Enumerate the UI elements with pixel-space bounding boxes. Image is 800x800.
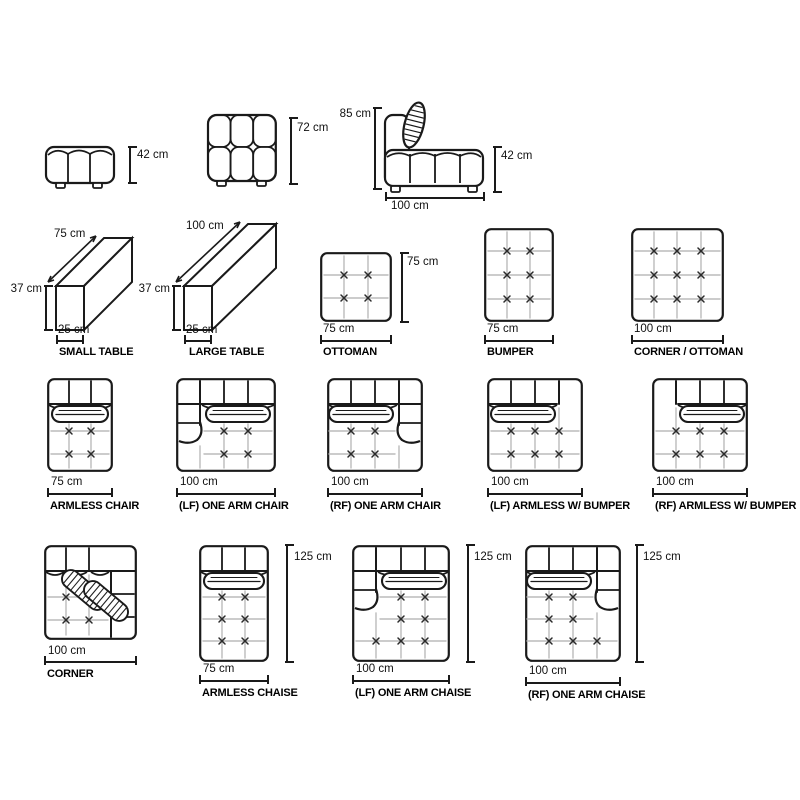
dimension-line [129, 147, 131, 183]
chair-front-height-label: 72 cm [297, 122, 329, 134]
dimension-line [401, 253, 403, 322]
small-table-name: SMALL TABLE [59, 346, 134, 358]
armless-chaise-width-label: 75 cm [203, 663, 235, 675]
rf-one-arm-chair-name: (RF) ONE ARM CHAIR [330, 500, 441, 512]
bumper-name: BUMPER [487, 346, 534, 358]
rf-one-arm-chair-width-label: 100 cm [331, 476, 369, 488]
dimension-line [484, 340, 554, 342]
dimension-line [56, 340, 84, 342]
corner-ottoman-top-view-drawing [631, 228, 724, 322]
armless-chair-top-view-drawing [47, 378, 113, 472]
dimension-line [47, 493, 113, 495]
lf-armless-bumper-name: (LF) ARMLESS W/ BUMPER [490, 500, 631, 512]
rf-one-arm-chaise-name: (RF) ONE ARM CHAISE [528, 689, 646, 701]
lf-armless-bumper-width-label: 100 cm [491, 476, 529, 488]
small-table-width-label: 25 cm [58, 324, 90, 336]
lf-one-arm-chaise-length-label: 125 cm [474, 551, 512, 563]
dimension-line [320, 340, 392, 342]
corner-ottoman-name: CORNER / OTTOMAN [634, 346, 744, 358]
large-table-length-label: 100 cm [186, 220, 224, 232]
dimension-line [173, 286, 175, 330]
lf-one-arm-chair-name: (LF) ONE ARM CHAIR [179, 500, 289, 512]
chair-side-total-height-label: 85 cm [339, 108, 371, 120]
corner-top-view-drawing [44, 545, 137, 640]
rf-one-arm-chaise-top-view-drawing [525, 545, 621, 662]
ottoman-depth-label: 75 cm [407, 256, 439, 268]
dimension-line [199, 680, 269, 682]
ottoman-width-label: 75 cm [323, 323, 355, 335]
ottoman-name: OTTOMAN [323, 346, 378, 358]
corner-name: CORNER [47, 668, 94, 680]
rf-one-arm-chaise-width-label: 100 cm [529, 665, 567, 677]
armless-chaise-length-label: 125 cm [294, 551, 332, 563]
large-table-width-label: 25 cm [186, 324, 218, 336]
dimension-line [184, 340, 212, 342]
armless-chaise-name: ARMLESS CHAISE [202, 687, 298, 699]
armless-chaise-top-view-drawing [199, 545, 269, 662]
lf-one-arm-chaise-width-label: 100 cm [356, 663, 394, 675]
bumper-width-label: 75 cm [487, 323, 519, 335]
small-table-length-label: 75 cm [54, 228, 86, 240]
dimension-line [494, 147, 496, 192]
dimension-line [636, 545, 638, 662]
dimension-line [467, 545, 469, 662]
dimension-line [176, 493, 276, 495]
armless-chair-name: ARMLESS CHAIR [50, 500, 140, 512]
rf-one-arm-chair-top-view-drawing [327, 378, 423, 472]
dimension-line [525, 682, 621, 684]
chair-side-depth-label: 100 cm [391, 200, 429, 212]
dimension-line [286, 545, 288, 662]
corner-width-label: 100 cm [48, 645, 86, 657]
rf-armless-bumper-width-label: 100 cm [656, 476, 694, 488]
lf-one-arm-chaise-name: (LF) ONE ARM CHAISE [355, 687, 472, 699]
small-table-height-label: 37 cm [10, 283, 42, 295]
dimension-line [45, 286, 47, 330]
bumper-top-view-drawing [484, 228, 554, 322]
dimension-line [290, 118, 292, 184]
dimension-line [374, 108, 376, 189]
dimension-line [44, 661, 137, 663]
rf-armless-bumper-top-view-drawing [652, 378, 748, 472]
lf-one-arm-chaise-top-view-drawing [352, 545, 450, 662]
lf-armless-bumper-top-view-drawing [487, 378, 583, 472]
lf-one-arm-chair-top-view-drawing [176, 378, 276, 472]
lf-one-arm-chair-width-label: 100 cm [180, 476, 218, 488]
dimension-line [385, 197, 485, 199]
rf-armless-bumper-name: (RF) ARMLESS W/ BUMPER [655, 500, 797, 512]
dimension-line [652, 493, 748, 495]
ottoman-front-height-label: 42 cm [137, 149, 169, 161]
dimension-line [327, 493, 423, 495]
rf-one-arm-chaise-length-label: 125 cm [643, 551, 681, 563]
large-table-name: LARGE TABLE [189, 346, 265, 358]
corner-ottoman-width-label: 100 cm [634, 323, 672, 335]
dimension-line [631, 340, 724, 342]
dimension-line [352, 680, 450, 682]
armless-chair-width-label: 75 cm [51, 476, 83, 488]
ottoman-top-view-drawing [320, 252, 392, 322]
chair-side-seat-height-label: 42 cm [501, 150, 533, 162]
dimension-line [487, 493, 583, 495]
large-table-height-label: 37 cm [138, 283, 170, 295]
